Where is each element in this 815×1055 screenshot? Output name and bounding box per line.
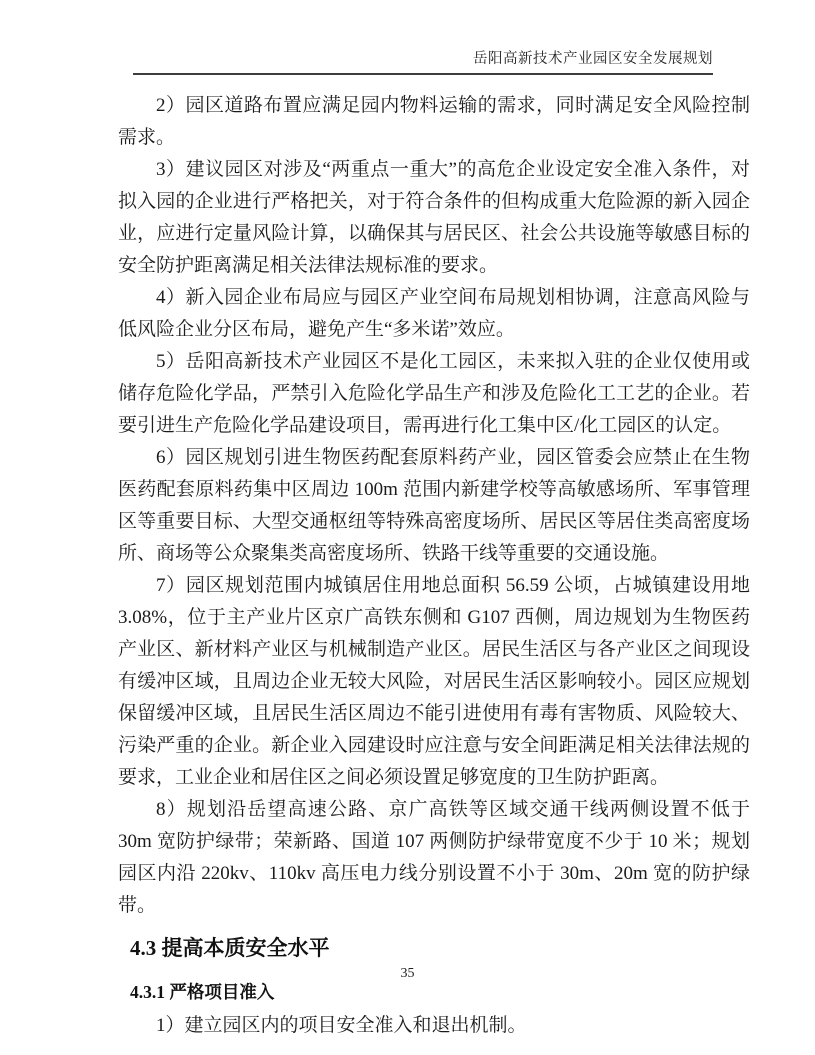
- paragraph: 6）园区规划引进生物医药配套原料药产业，园区管委会应禁止在生物医药配套原料药集中区周边 100m 范围内新建学校等高敏感场所、军事管理区等重要目标、大型交通枢纽等特殊高密度场所、居民区等居住类高密度场所、商场等公众聚集类高密度场所、铁路干线等重要的交通设施。: [118, 447, 750, 564]
- header-title: 岳阳高新技术产业园区安全发展规划: [473, 51, 713, 67]
- paragraph: 7）园区规划范围内城镇居住用地总面积 56.59 公顷，占城镇建设用地 3.08%，位于主产业片区京广高铁东侧和 G107 西侧，周边规划为生物医药产业区、新材料产业区与机械制造产业区。居民生活区与各产业区之间现设有缓冲区域，且周边企业无较大风险，对居民生活区影响较小。园区应规划保留缓冲区域，且居民生活区周边不能引进使用有毒有害物质、风险较大、污染严重的企业。新企业入园建设时应注意与安全间距满足相关法律法规的要求，工业企业和居住区之间必须设置足够宽度的卫生防护距离。: [118, 575, 750, 788]
- paragraph: 5）岳阳高新技术产业园区不是化工园区，未来拟入驻的企业仅使用或储存危险化学品，严禁引入危险化学品生产和涉及危险化工工艺的企业。若要引进生产危险化学品建设项目，需再进行化工集中区/化工园区的认定。: [118, 351, 750, 436]
- page-footer: [0, 966, 815, 982]
- header-rule: [133, 73, 713, 75]
- paragraph: 3）建议园区对涉及“两重点一重大”的高危企业设定安全准入条件，对拟入园的企业进行严格把关，对于符合条件的但构成重大危险源的新入园企业，应进行定量风险计算，以确保其与居民区、社会公共设施等敏感目标的安全防护距离满足相关法律法规标准的要求。: [118, 159, 750, 276]
- paragraph: 8）规划沿岳望高速公路、京广高铁等区域交通干线两侧设置不低于 30m 宽防护绿带；荣新路、国道 107 两侧防护绿带宽度不少于 10 米；规划园区内沿 220kv、110kv 高压电力线分别设置不小于 30m、20m 宽的防护绿带。: [118, 799, 750, 916]
- page-number: 35: [400, 966, 415, 981]
- section-heading: 4.3 提高本质安全水平: [130, 936, 330, 960]
- paragraph: 4）新入园企业布局应与园区产业空间布局规划相协调，注意高风险与低风险企业分区布局，避免产生“多米诺”效应。: [118, 287, 750, 340]
- paragraph: 1）建立园区内的项目安全准入和退出机制。: [156, 1015, 527, 1036]
- paragraph: 2）园区道路布置应满足园内物料运输的需求，同时满足安全风险控制需求。: [118, 95, 750, 148]
- subsection-heading: 4.3.1 严格项目准入: [130, 982, 275, 1002]
- document-content: [118, 90, 750, 1042]
